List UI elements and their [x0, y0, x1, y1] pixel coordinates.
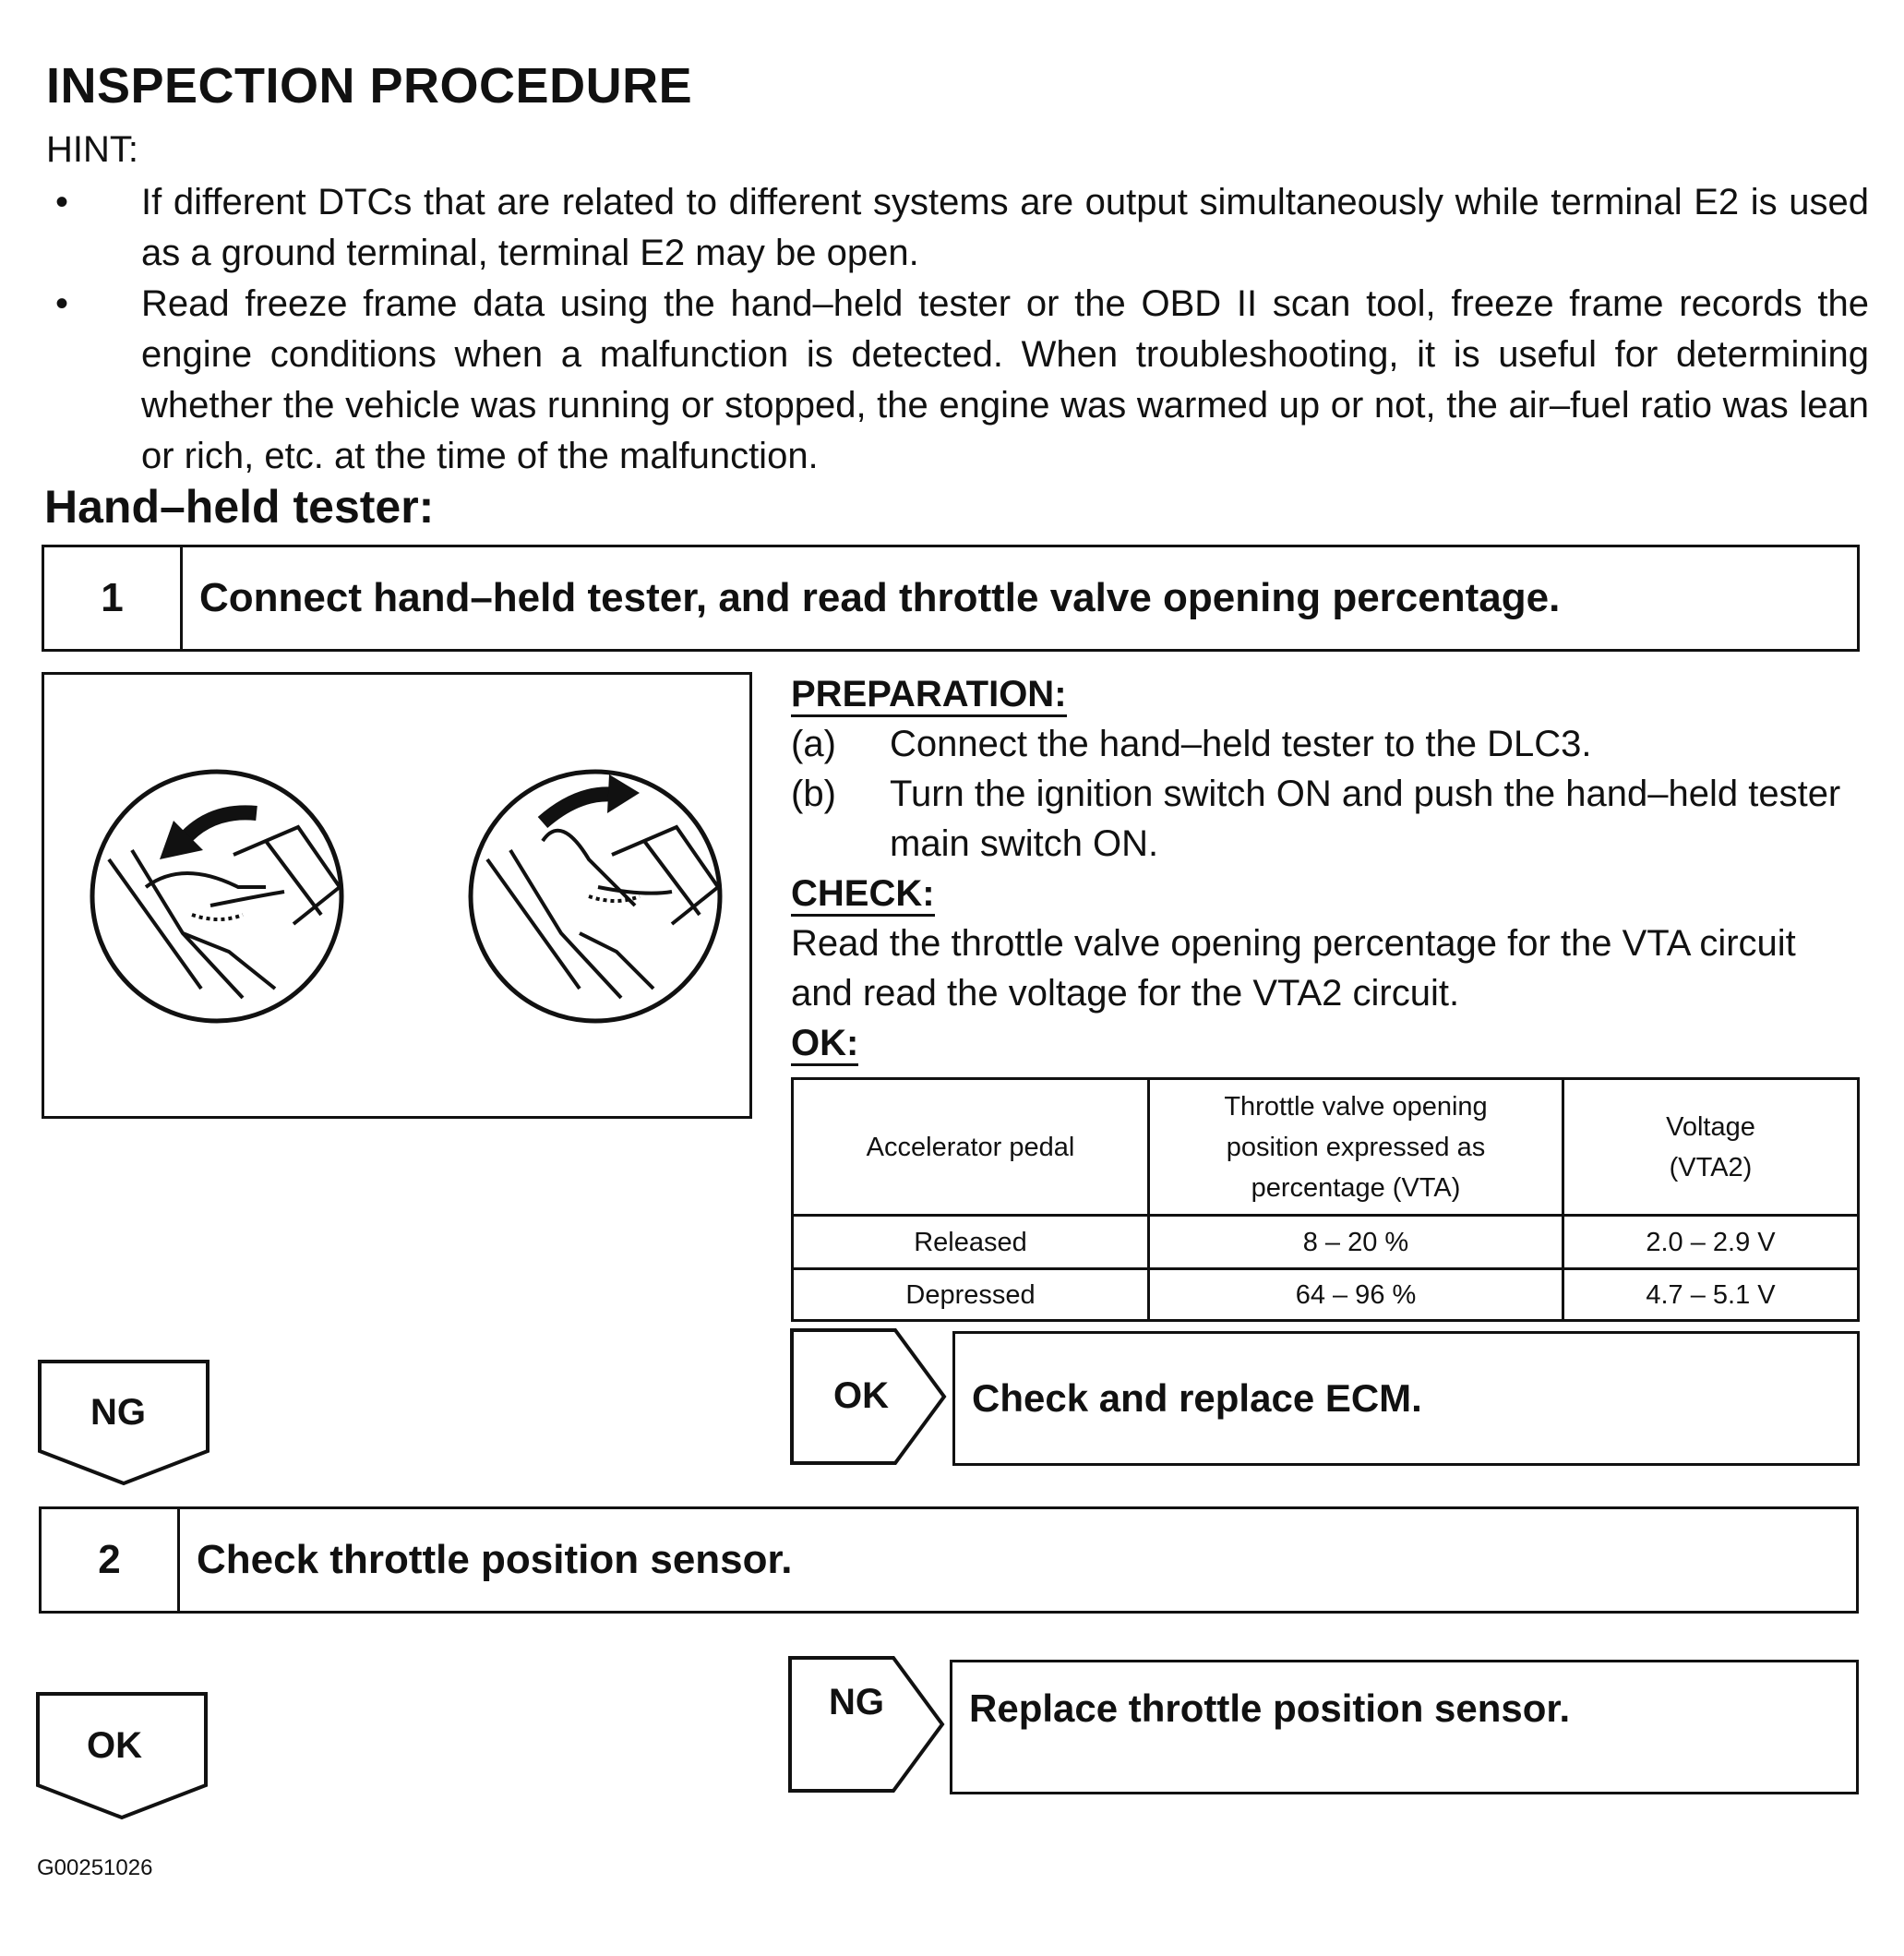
ok-result-box: Check and replace ECM.	[952, 1331, 1860, 1466]
step-2-number: 2	[42, 1509, 180, 1611]
table-cell: 8 – 20 %	[1149, 1216, 1563, 1269]
step-1-number: 1	[44, 547, 183, 649]
ng-label: NG	[829, 1682, 884, 1722]
hint-label: HINT:	[46, 129, 138, 170]
table-cell: Depressed	[793, 1269, 1149, 1321]
step-1-box	[42, 545, 1860, 652]
table-cell: 2.0 – 2.9 V	[1563, 1216, 1859, 1269]
page-title: INSPECTION PROCEDURE	[46, 58, 693, 114]
preparation-heading: PREPARATION:	[791, 674, 1067, 717]
table-header-cell: Throttle valve opening position expressed as percentage (VTA)	[1149, 1079, 1563, 1216]
preparation-section	[791, 669, 1862, 1068]
section-title: Hand–held tester:	[44, 481, 435, 533]
bullet-icon: •	[55, 283, 69, 324]
ok-label: OK	[87, 1725, 142, 1766]
hint-item	[46, 279, 1869, 482]
step-1-title: Connect hand–held tester, and read throttle valve opening percentage.	[199, 575, 1561, 620]
accelerator-pedal-illustration-icon	[44, 675, 749, 1116]
table-header-row	[793, 1079, 1859, 1216]
item-text: Turn the ignition switch ON and push the hand–held tester main switch ON.	[890, 774, 1841, 864]
ok-heading: OK:	[791, 1023, 858, 1066]
preparation-item-b	[791, 769, 1862, 869]
ng-right-arrow-icon	[787, 1655, 949, 1794]
ng-result-box: Replace throttle position sensor.	[950, 1660, 1859, 1794]
item-text: Connect the hand–held tester to the DLC3.	[890, 724, 1592, 764]
item-label: (a)	[791, 724, 836, 764]
table-header-cell: Voltage (VTA2)	[1563, 1079, 1859, 1216]
bullet-icon: •	[55, 182, 69, 222]
hint-text: If different DTCs that are related to different systems are output simultaneously while terminal E2 is used as a ground terminal, terminal E2 may be open.	[141, 182, 1869, 273]
figure-code: G00251026	[37, 1855, 153, 1880]
table-row	[793, 1216, 1859, 1269]
table-header-cell: Accelerator pedal	[793, 1079, 1149, 1216]
table-cell: 64 – 96 %	[1149, 1269, 1563, 1321]
ng-label: NG	[90, 1392, 146, 1433]
pedal-figure	[42, 672, 752, 1119]
check-heading: CHECK:	[791, 873, 935, 917]
table-row	[793, 1269, 1859, 1321]
ok-label: OK	[833, 1375, 889, 1416]
ok-specification-table	[791, 1077, 1860, 1322]
check-text: Read the throttle valve opening percentage for the VTA circuit and read the voltage for the VTA2 circuit.	[791, 923, 1796, 1014]
table-cell: Released	[793, 1216, 1149, 1269]
hint-text: Read freeze frame data using the hand–held tester or the OBD II scan tool, freeze frame records the engine conditions when a malfunction is detected. When troubleshooting, it is useful for determining whether the vehicle was running or stopped, the engine was warmed up or not, the air–fuel ratio was lean or rich, etc. at the time of the malfunction.	[141, 283, 1869, 476]
step-2-box	[39, 1506, 1859, 1614]
hint-item	[46, 177, 1869, 279]
item-label: (b)	[791, 774, 836, 814]
table-cell: 4.7 – 5.1 V	[1563, 1269, 1859, 1321]
step-2-title: Check throttle position sensor.	[197, 1537, 793, 1582]
preparation-item-a	[791, 719, 1862, 769]
hint-list	[46, 177, 1869, 482]
